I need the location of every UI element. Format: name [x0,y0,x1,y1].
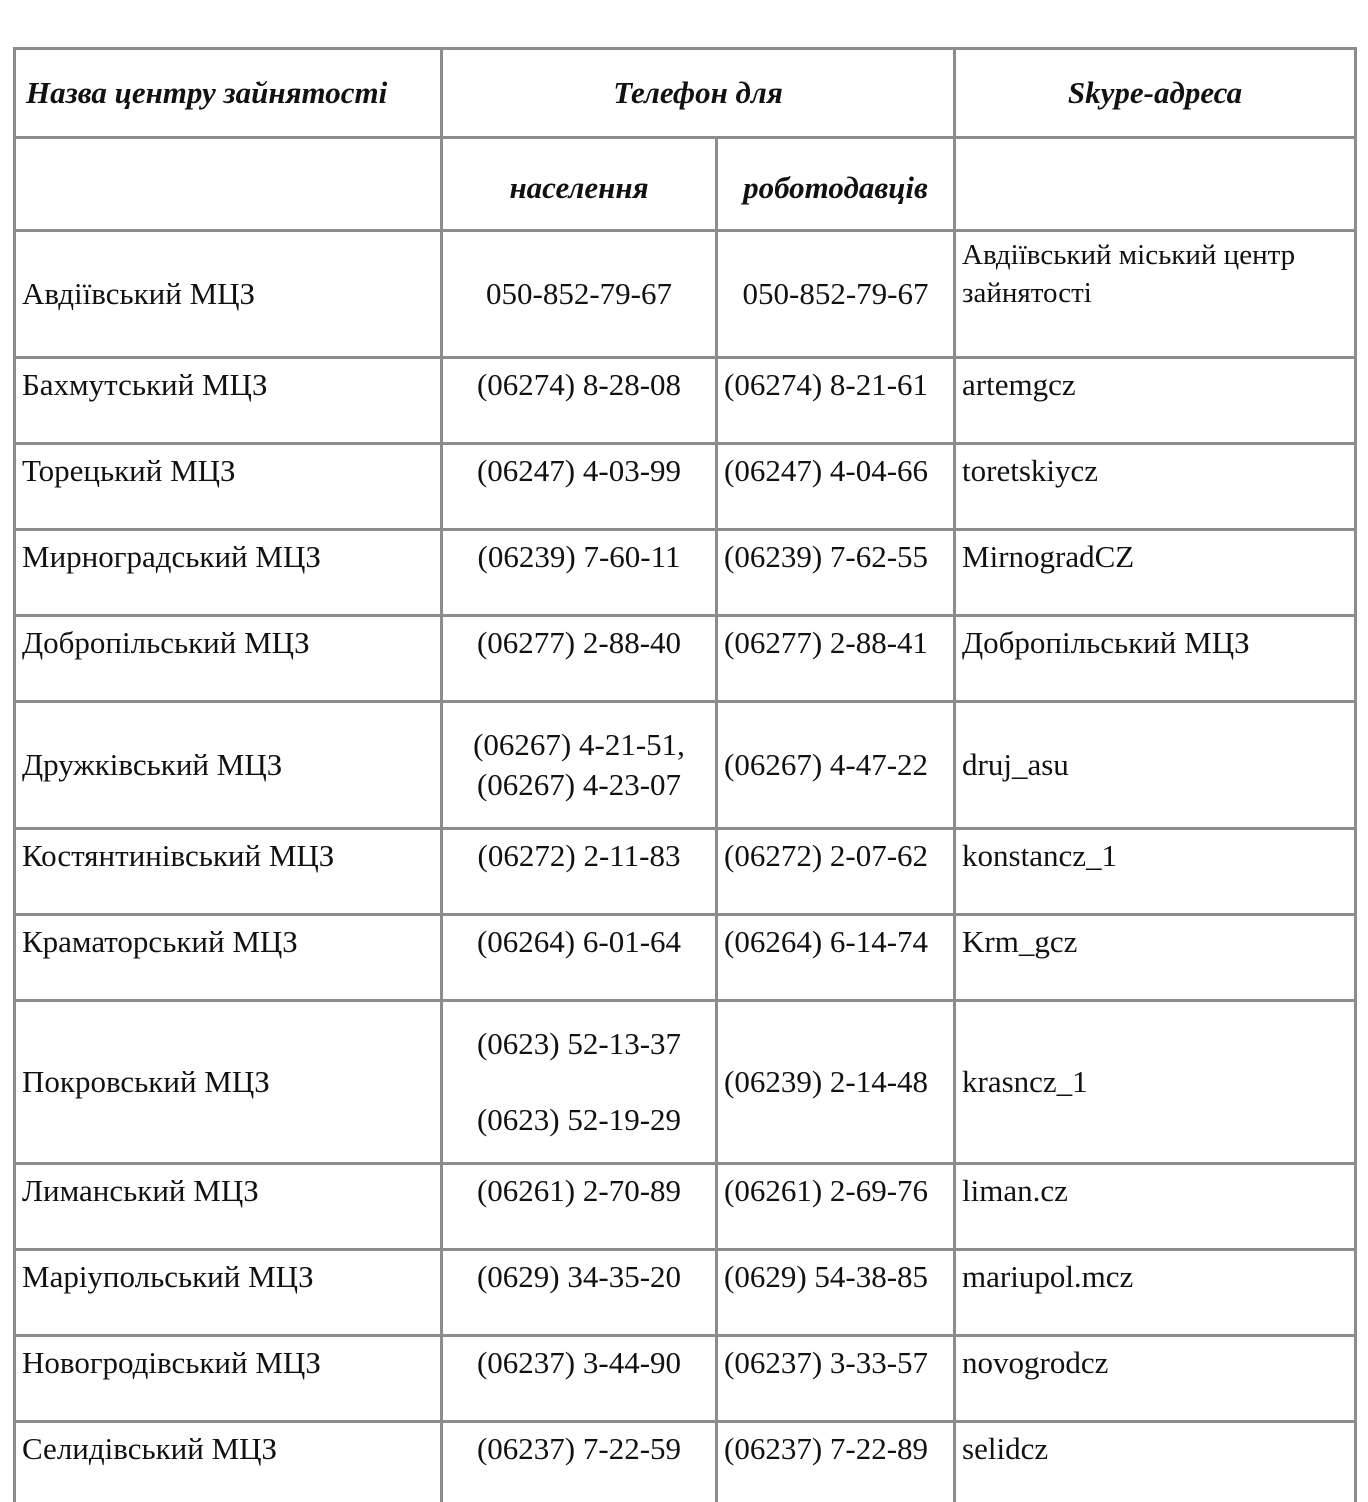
subheader-empty-cell [955,138,1356,231]
table-row [15,530,1356,616]
skype-address: toretskiycz [955,444,1356,530]
phone-population-second: (06267) 4-23-07 [476,767,682,802]
center-name: Краматорський МЦЗ [15,915,442,1001]
skype-address: Добропільський МЦЗ [955,616,1356,702]
phone-employers: (06264) 6-14-74 [717,915,955,1001]
phone-employers: (06239) 2-14-48 [717,1001,955,1164]
skype-address: Krm_gcz [955,915,1356,1001]
phone-population: (06239) 7-60-11 [442,530,717,616]
phone-population-cell [442,702,717,829]
center-name: Лиманський МЦЗ [15,1164,442,1250]
phone-employers: (06239) 7-62-55 [717,530,955,616]
phone-population: (0623) 52-13-37 [476,1026,682,1061]
skype-address: Авдіївський міський центр зайнятості [955,231,1356,358]
phone-population-second: (0623) 52-19-29 [476,1102,682,1137]
line-gap [449,1064,709,1100]
subheader-empty-cell [15,138,442,231]
skype-address: liman.cz [955,1164,1356,1250]
center-name: Торецький МЦЗ [15,444,442,530]
table-row [15,231,1356,358]
phone-population: (06264) 6-01-64 [442,915,717,1001]
subheader-row [15,138,1356,231]
phone-population: (06272) 2-11-83 [442,829,717,915]
skype-address: druj_asu [955,702,1356,829]
phone-employers: (0629) 54-38-85 [717,1250,955,1336]
phone-population: (0629) 34-35-20 [442,1250,717,1336]
center-name: Костянтинівський МЦЗ [15,829,442,915]
phone-population: (06267) 4-21-51, [473,727,685,762]
employment-centers-table [13,47,1357,1502]
phone-employers: 050-852-79-67 [717,231,955,358]
phone-employers: (06237) 7-22-89 [717,1422,955,1502]
phone-population: (06261) 2-70-89 [442,1164,717,1250]
table-row [15,1336,1356,1422]
skype-address: artemgcz [955,358,1356,444]
header-employers: роботодавців [717,138,955,231]
phone-employers: (06261) 2-69-76 [717,1164,955,1250]
table-row [15,702,1356,829]
table-row [15,444,1356,530]
phone-employers: (06272) 2-07-62 [717,829,955,915]
center-name: Добропільський МЦЗ [15,616,442,702]
table-row [15,1422,1356,1502]
phone-employers: (06247) 4-04-66 [717,444,955,530]
skype-address: krasncz_1 [955,1001,1356,1164]
phone-employers: (06237) 3-33-57 [717,1336,955,1422]
center-name: Маріупольський МЦЗ [15,1250,442,1336]
center-name: Селидівський МЦЗ [15,1422,442,1502]
table-row [15,1250,1356,1336]
phone-population: (06247) 4-03-99 [442,444,717,530]
skype-address: selidcz [955,1422,1356,1502]
header-population: населення [442,138,717,231]
table-row [15,829,1356,915]
phone-population: (06237) 7-22-59 [442,1422,717,1502]
table-row [15,358,1356,444]
header-row [15,49,1356,138]
skype-address: novogrodcz [955,1336,1356,1422]
skype-address: MirnogradCZ [955,530,1356,616]
table-row [15,915,1356,1001]
phone-employers: (06274) 8-21-61 [717,358,955,444]
header-center-name: Назва центру зайнятості [15,49,442,138]
center-name: Авдіївський МЦЗ [15,231,442,358]
table-row [15,616,1356,702]
phone-employers: (06277) 2-88-41 [717,616,955,702]
phone-population: (06274) 8-28-08 [442,358,717,444]
table-row [15,1164,1356,1250]
skype-address: konstancz_1 [955,829,1356,915]
center-name: Покровський МЦЗ [15,1001,442,1164]
phone-population: 050-852-79-67 [442,231,717,358]
phone-employers: (06267) 4-47-22 [717,702,955,829]
skype-address: mariupol.mcz [955,1250,1356,1336]
center-name: Новогродівський МЦЗ [15,1336,442,1422]
phone-population: (06277) 2-88-40 [442,616,717,702]
center-name: Бахмутський МЦЗ [15,358,442,444]
phone-population-cell [442,1001,717,1164]
center-name: Дружківський МЦЗ [15,702,442,829]
table-row [15,1001,1356,1164]
center-name: Мирноградський МЦЗ [15,530,442,616]
header-phone-group: Телефон для [442,49,955,138]
header-skype: Skype-адреса [955,49,1356,138]
phone-population: (06237) 3-44-90 [442,1336,717,1422]
